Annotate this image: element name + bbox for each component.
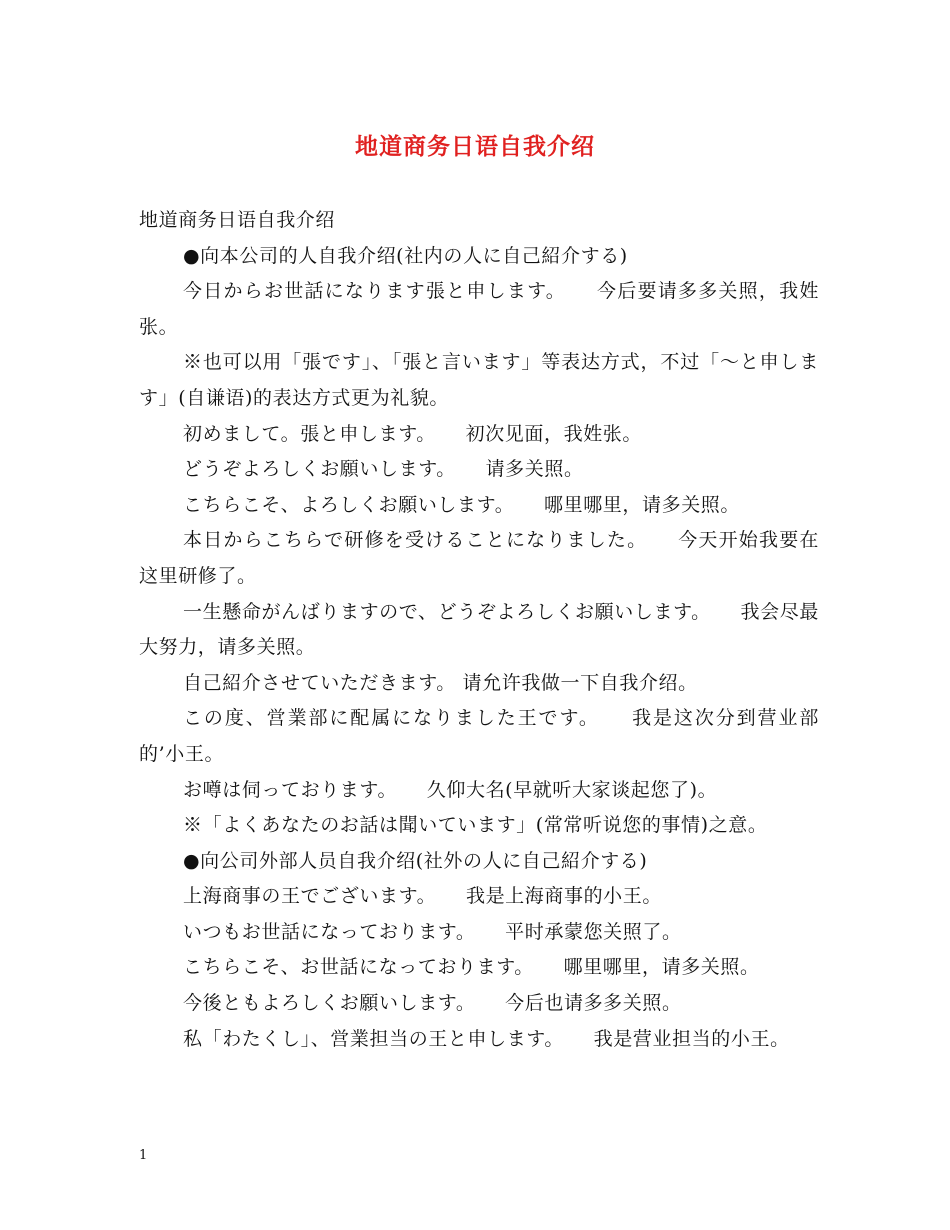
paragraph-intro-6: 一生懸命がんばりますので、どうぞよろしくお願いします。 我会尽最大努力，请多关照。: [139, 600, 819, 659]
paragraph-external-2: いつもお世話になっております。 平时承蒙您关照了。: [183, 920, 682, 943]
paragraph-note-2: ※「よくあなたのお話は聞いています」(常常听说您的事情)之意。: [183, 814, 768, 837]
paragraph-external-4: 今後ともよろしくお願いします。 今后也请多多关照。: [183, 992, 682, 1015]
paragraph-external-1: 上海商事の王でございます。 我是上海商事的小王。: [183, 885, 662, 908]
paragraph-heading: 地道商务日语自我介绍: [139, 209, 336, 231]
paragraph-intro-8: この度、営業部に配属になりました王です。 我是这次分到营业部的’小王。: [139, 707, 819, 765]
paragraph-external-section: ●向公司外部人员自我介绍(社外の人に自己紹介する): [183, 849, 648, 872]
paragraph-note-1: ※也可以用「張です」、「張と言います」等表达方式，不过「～と申します」(自谦语)的表达方式更为礼貌。: [139, 351, 819, 409]
paragraph-intro-2: 初めまして。張と申します。 初次见面，我姓张。: [183, 422, 643, 445]
page-number: 1: [139, 1148, 148, 1163]
paragraph-intro-3: どうぞよろしくお願いします。 请多关照。: [183, 458, 584, 481]
paragraph-external-5: 私「わたくし」、営業担当の王と申します。 我是营业担当的小王。: [183, 1027, 790, 1050]
paragraph-external-3: こちらこそ、お世話になっております。 哪里哪里，请多关照。: [183, 956, 760, 979]
paragraph-internal-section: ●向本公司的人自我介绍(社内の人に自己紹介する): [183, 244, 628, 267]
paragraph-intro-7: 自己紹介させていただきます。 请允许我做一下自我介绍。: [183, 671, 698, 694]
document-title: 地道商务日语自我介绍: [355, 133, 595, 160]
paragraph-intro-1: 今日からお世話になります張と申します。 今后要请多多关照，我姓张。: [139, 280, 819, 338]
paragraph-intro-4: こちらこそ、よろしくお願いします。 哪里哪里，请多关照。: [183, 493, 741, 516]
document-body: [139, 203, 819, 1057]
paragraph-intro-9: お噂は伺っております。 久仰大名(早就听大家谈起您了)。: [183, 778, 718, 801]
paragraph-intro-5: 本日からこちらで研修を受けることになりました。 今天开始我要在这里研修了。: [139, 529, 819, 587]
